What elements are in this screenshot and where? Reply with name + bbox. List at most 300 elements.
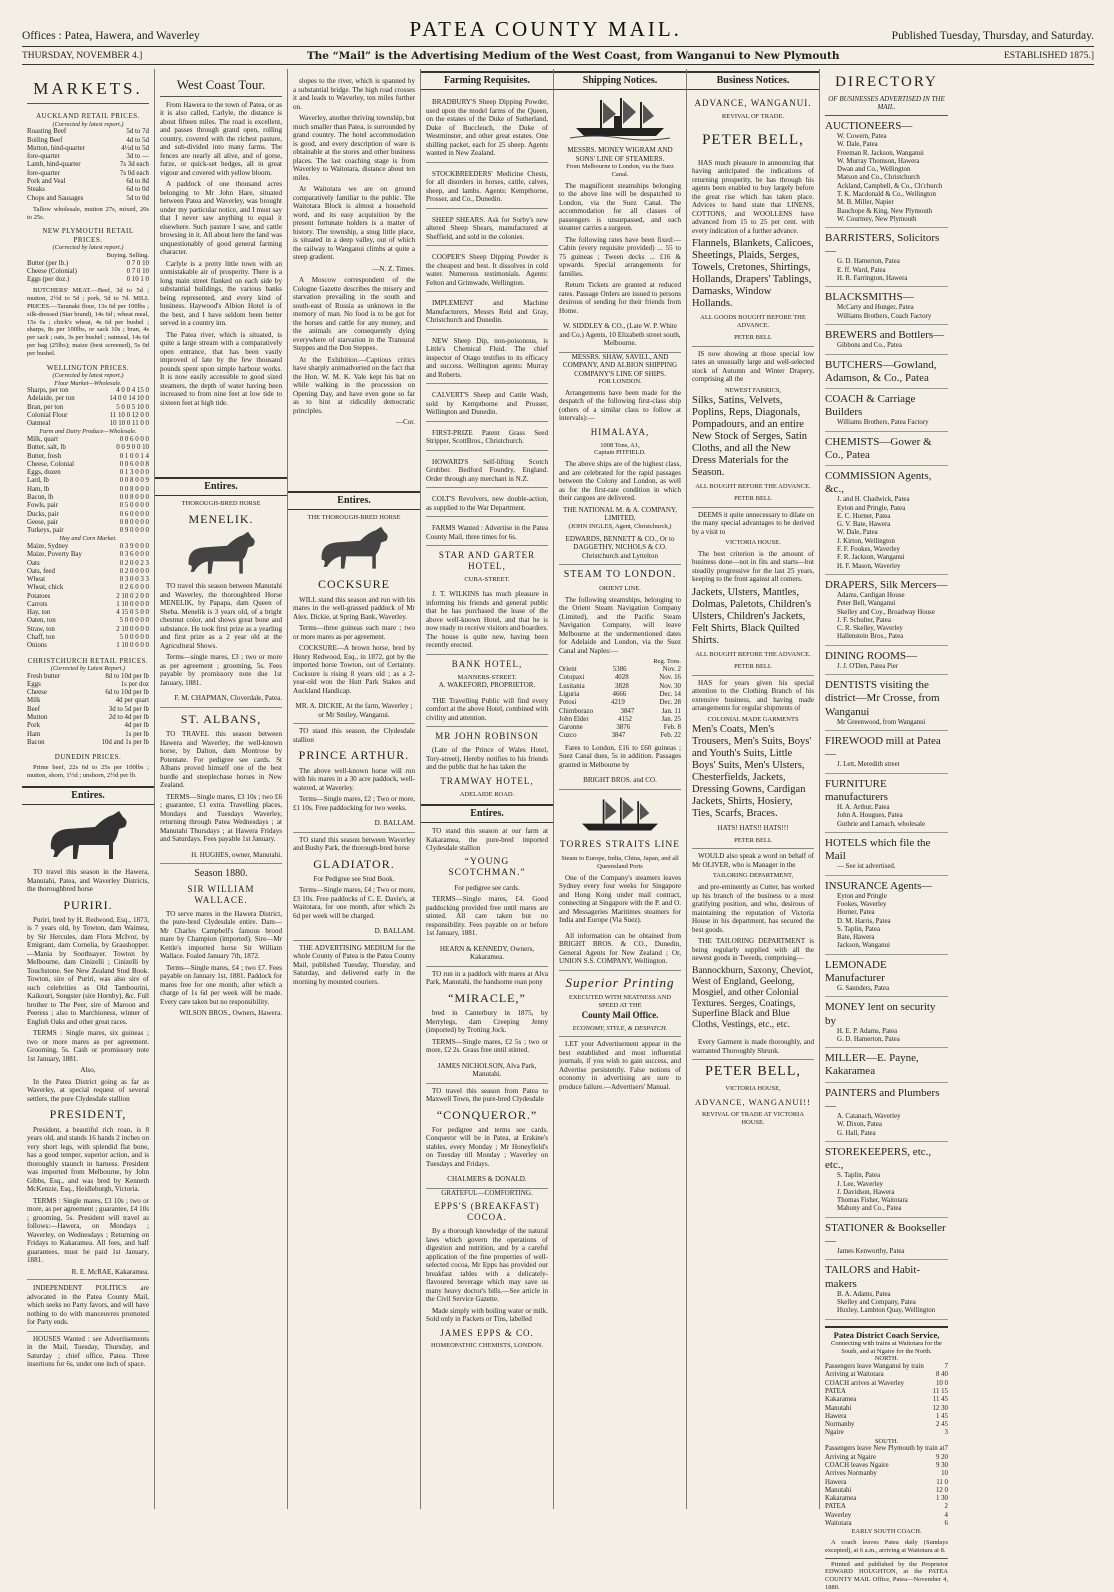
bell-body: HAS much pleasure in announcing that having anticipated the indications of returning prosperity, he has through his agents been enabled to buy largely before the great rise which has taken place. Advices to hand state that LINENS, COTTONS, and WOOLLENS have advanced from 15 to 25 per cent. with every indication of a further advance. [692, 158, 814, 235]
directory-entry: Horner, Patea [837, 909, 875, 917]
directory-entry: Skelley and Coy., Broadway House [837, 608, 935, 616]
hats: HATS! HATS!! HATS!!! [717, 824, 789, 833]
price-row: Fresh butter 8d to 10d per lb [27, 672, 149, 680]
cocksure-terms: Terms—three guineas each mare ; two or more mares as per agreement. [293, 624, 415, 641]
wigram-body: The magnificent steamships belonging to the above line will be despatched to London, via the Suez Canal. The accommodation for all classes of passengers is unsurpassed, and each steamer carries a surgeon. [559, 181, 681, 233]
mcrae-sign: R. E. McRAE, Kakaramea. [71, 1267, 149, 1276]
directory-entry: J. Davidson, Hawera [837, 1188, 895, 1196]
directory-entry: Williams Brothers, Patea Factory [837, 419, 929, 427]
price-row: Butter, salt, lb 0 0 9 0 0 10 [27, 444, 149, 452]
directory-title: DIRECTORY [835, 74, 938, 90]
would-speak: WOULD also speak a word on behalf of Mr OLIVER, who is Manager in the [692, 852, 814, 869]
horse-illustration-icon [304, 525, 404, 573]
gladiator-name: GLADIATOR. [313, 856, 395, 871]
price-row: Maize, Poverty Bay 0 3 6 0 0 0 [27, 551, 149, 559]
arthur-name: PRINCE ARTHUR. [298, 748, 410, 763]
price-row: Adelaide, per ton 14 0 0 14 10 0 [27, 395, 149, 403]
revival-2: REVIVAL OF TRADE AT VICTORIA HOUSE. [701, 1111, 805, 1126]
dun-head: DUNEDIN PRICES. [54, 753, 122, 762]
coach-row: Passengers leave New Plymouth by train at 7 [825, 1445, 948, 1453]
directory-entry: G. Hall, Patea [837, 1129, 876, 1137]
cor-sign: —Cor. [395, 418, 415, 426]
column-business [687, 69, 820, 1509]
every-garment: Every Garment is made thoroughly, and warranted Thoroughly Shrunk. [692, 1034, 814, 1060]
directory-heading: MILLER—E. Payne, Kakaramea [825, 1052, 919, 1078]
directory-entry: J. and H. Chadwick, Patea [837, 496, 910, 504]
price-row: Straw, ton 2 10 0 0 0 0 [27, 625, 149, 633]
directory-entry: B. A. Adams, Patea [837, 1290, 891, 1298]
coach-row: PATEA 2 [825, 1503, 948, 1511]
directory-heading: STOREKEEPERS, etc., etc., [825, 1145, 932, 1172]
column-tour [155, 69, 288, 1509]
directory-entry: F. R. Jackson, Wanganui [837, 554, 905, 562]
deems: DEEMS it quite unnecessary to dilate on the many special advantages to be derived by a visit to [692, 510, 814, 536]
directory-entry: H. E. P. Adams, Patea [837, 1027, 898, 1035]
president-body: President, a beautiful rich roan, is 8 years old, and stands 16 hands 2 inches on very short legs, with splendid flat bone, has a good temper, superior action, and is thoroughly staunch in harness. President was imported from Melbourne, by John Gibbs, Esq., and was bred by Kenneth McKenzie, Esq., Heidleburgh, Victoria. [27, 1125, 149, 1194]
ballam-sign: D. BALLAM. [293, 815, 415, 833]
tour-p1: From Hawera to the town of Patea, or as it is also called, Carlyle, the distance is about fifteen miles. The road is excellent, and passes through grand open, rolling country, covered with the richest pasture, and sub-divided into many farms. The fences are nearly all alive, and of gorse, furze, or quick-set hedges, all in great vigour and covered with yellow bloom. [160, 100, 282, 177]
price-row: Boiling Beef 4d to 5d [27, 136, 149, 144]
scotchman-terms: TERMS—Single mares, £4. Good paddocking provided free until mares are stinted. All care taken but no responsibility. Fees payable on or before 1st January, 1881. [426, 895, 548, 938]
wigram-fares: The following rates have been fixed:— Cabin (every requisite provided) ... 55 to 75 guineas ; Tween decks ... £16 & upwards. Special arrangements for families. [559, 235, 681, 278]
sup-sub: EXECUTED WITH NEATNESS AND SPEED AT THE [568, 994, 672, 1010]
president-name: PRESIDENT, [49, 1107, 127, 1122]
gladiator-terms: Terms—Single mares, £4 ; Two or more, £3 10s. Free paddocks of C. E. Davie's, at Waitotara, for one month, after which 2s 6d per week will be charged. [293, 886, 415, 920]
wallace-terms: Terms—Single mares, £4 ; two £7. Fees payable on January 1st, 1881. Paddock for mares free for one month, after which a charge of 1s 6d per week will be made. Every care taken but no responsibility. [160, 963, 282, 1006]
ship-row: Garonne 3876 Feb. 8 [559, 724, 681, 732]
conqueror-name: “CONQUEROR.” [436, 1107, 538, 1122]
directory-entry: Huxley, Lambton Quay, Wellington [837, 1307, 936, 1315]
bought-1: ALL GOODS BOUGHT BEFORE THE ADVANCE. [700, 314, 806, 330]
np-head: NEW PLYMOUTH RETAIL PRICES. [42, 227, 134, 244]
directory-entry: E. ff. Ward, Patea [837, 266, 886, 274]
ship-row: Cuzco 3847 Feb. 22 [559, 732, 681, 740]
also2: In the Patea District going as far as Waverley, at special request of several settlers, the pure Clydesdale stallion [27, 1077, 149, 1103]
directory-heading: MONEY lent on security by [825, 1001, 936, 1027]
price-row: Milk, quart 0 0 6 0 0 0 [27, 436, 149, 444]
directory-entry: M. B. Miller, Napier [837, 199, 894, 207]
sup-office: County Mail Office. [581, 1009, 659, 1020]
wallace-body: TO serve mares in the Hawera District, the pure-bred Clydesdale entire. Dam—Mr Charles Campbell's famous brood mare by Champion (imported). Sire—Mr Kettle's imported horse Sir William Wallace. Foaled January 7th, 1872. [160, 909, 282, 961]
directory-entry: A. Catanach, Waverley [837, 1113, 901, 1121]
victoria-house: VICTORIA HOUSE. [725, 539, 781, 547]
ship-row: Cotopaxi 4028 Nov. 16 [559, 674, 681, 682]
price-row: Carrots 1 10 0 0 0 0 [27, 600, 149, 608]
directory-entry: J. Lee, Waverley [837, 1180, 883, 1188]
menelik-terms: Terms—single mares, £3 ; two or more as per agreement ; grooming, 5s. Fees payable by promissory note due 1st January, 1881. [160, 653, 282, 687]
directory-entry: S. Taplin, Patea [837, 925, 881, 933]
tagline: The “Mail” is the Advertising Medium of the West Coast, from Wanganui to New Plymouth [306, 49, 840, 62]
directory-heading: TAILORS and Habit-makers [825, 1264, 921, 1290]
tour-p3: Carlyle is a pretty little town with an unmistakable air of prosperity. There is a long main street flanked on each side by substantial buildings, the various banks being represented, and every kind of business. Haywood's Albion Hotel is of the best, and I have seldom been better served in a country inn. [160, 259, 282, 328]
directory-heading: BUTCHERS—Gowland, Adamson, & Co., Patea [825, 358, 937, 384]
coach-row: PATEA 11 15 [825, 1387, 948, 1395]
cocksure-small: THE THOROUGH-BRED HORSE [307, 513, 401, 521]
shaw-savill: MESSRS. SHAW, SAVILL, AND COMPANY, AND ALBION SHIPPING COMPANY'S LINE OF SHIPS. [562, 352, 678, 378]
directory-entry: Dwan and Co., Wellington [837, 166, 911, 174]
directory-entry: Eyton and Pringle, Patea [837, 504, 906, 512]
directory-heading: DENTISTS visiting the district—Mr Crosse, from Wanganui [825, 679, 940, 718]
cocksure-name: COCKSURE [317, 577, 390, 592]
orient-table [559, 666, 681, 741]
puriri-terms: TERMS : Single mares, six guineas ; two or more mares as per agreement. Grooming, 5s. Cash or promissory note 1st January, 1881. [27, 1029, 149, 1063]
directory-entry: Thomas Fisher, Waitotara [837, 1197, 908, 1205]
directory-entry: W. Murray Thomson, Hawera [837, 157, 920, 165]
price-row: Steaks 6d to 0d [27, 186, 149, 194]
siddley-agent: W. SIDDLEY & CO., (Late W. P. White and Co.) Agents, 10 Elizabeth street south, Melbourne. [559, 318, 681, 353]
early: EARLY SOUTH COACH. [851, 1528, 922, 1536]
tour2-p3: At Waitotara we are on ground comparatively familiar to the public. The Waitotara Block is almost a household word, and its easy acquisition by the present fortunate holders is a matter of history. The township, a snug little place, is situated in a deep valley, out of which the railway to Wanganui climbs at quite a steep gradient. [293, 185, 415, 261]
scotchman-name: “YOUNG SCOTCHMAN.” [448, 856, 526, 879]
dateline [22, 47, 1094, 65]
wigram-fares2: Return Tickets are granted at reduced rates. Passage Orders are issued to persons desirous of sending for their friends from Home. [559, 281, 681, 315]
directory-heading: STATIONER & Bookseller— [825, 1221, 946, 1247]
directory-entry: Matson and Co., Christchurch [837, 174, 920, 182]
directory-entry: J. J. O'Den, Patea Pier [837, 662, 899, 670]
price-row: Ham 1s per lb [27, 730, 149, 738]
price-row: Onions 1 10 0 0 0 0 [27, 642, 149, 650]
tour2-p4: A Moscow correspondent of the Cologne Gazette describes the misery and starvation prevailing in the south and south-east of Russia as unknown in the memory of man. No food is to be got for the horses and cattle for any money, and the animals are consequently dying everywhere of starvation in the Transural Steppes and the Don Steppes. [293, 276, 415, 352]
farming-ad: IMPLEMENT and Machine Manufacturers, Messrs Reid and Gray, Christchurch and Dunedin. [426, 295, 548, 330]
miracle-terms: TERMS—Single mares, £2 5s ; two or more, £2 2s. Grass free until stinted. [426, 1037, 548, 1055]
auckland-sub: (Corrected by latest report.) [52, 120, 124, 128]
torres-sub: Steam to Europe, India, China, Japan, and all Queensland Ports [561, 855, 679, 870]
coach-row: Waitotara 6 [825, 1519, 948, 1527]
tailor2: THE TAILORING DEPARTMENT is being regularly supplied with all the newest goods in Tweeds, comprising— [692, 937, 814, 963]
directory-heading: PAINTERS and Plumbers— [825, 1086, 940, 1112]
wel-farm: Farm and Dairy Produce—Wholesale. [39, 428, 137, 436]
stalbans-terms: TERMS—Single mares, £3 10s ; two £6 ; guarantee, £1 extra. Travelling places, Mondays and Tuesdays Waverley, returning through Patea Wednesdays ; at Manutahi Thursdays ; at Hawera Fridays and Saturdays. Fees payable 1st January. [160, 792, 282, 844]
directory-entry: G. Saunders, Patea [837, 985, 890, 993]
directory-entry: T. K. Macdonald & Co., Wellington [837, 190, 936, 198]
directory-entry: W. Dixon, Patea [837, 1121, 882, 1129]
nma: THE NATIONAL M. & A. COMPANY, LIMITED, [562, 505, 678, 523]
ship-row: Potosi 4219 Dec. 28 [559, 699, 681, 707]
goods-tweeds: Bannockburn, Saxony, Cheviot, West of England, Geelong, Mosgiel, and other Colonial Textures. Serges, Coatings, Superfine Black and Blue Cloths, Vestings, etc., etc. [692, 965, 814, 1031]
coach-row: Kakaramea 1 30 [825, 1495, 948, 1503]
established: ESTABLISHED 1875.] [1003, 50, 1094, 61]
horse-illustration-icon [171, 530, 271, 578]
price-row: fore-quarter 3d to — [27, 153, 149, 161]
shaw-body: Arrangements have been made for the despatch of the following first-class ship (others of a similar class to follow at intervals):— [559, 388, 681, 423]
sup-tag: ECONOMY, STYLE, & DESPATCH. [559, 1021, 681, 1038]
column-markets [22, 69, 155, 1509]
entires-head-3: Entires. [288, 491, 420, 510]
directory-entry: Fookes, Waverley [837, 901, 887, 908]
price-row: Butter (per lb.) 0 7 0 10 [27, 259, 149, 267]
directory-entry: Ackland, Campbell, & Co., Ch'church [837, 182, 943, 190]
price-row: Oatmeal 10 10 0 11 0 0 [27, 420, 149, 428]
shaw-body2: The above ships are of the highest class, and are celebrated for the rapid passages between the Colony and London, as well as for the first-rate condition in which their cargoes are delivered. [559, 460, 681, 503]
directory-heading: COMMISSION Agents, &c., [825, 469, 932, 496]
coach-row: Arriving at Ngaire 9 20 [825, 1453, 948, 1461]
wigram-sub: From Melbourne to London, via the Suez Canal. [566, 163, 674, 178]
goods-silks: Silks, Satins, Velvets, Poplins, Reps, Diagonals, Pompadours, and an entire New Stock of Serges, Satin Cloths, and all the New Dress Materials for the Season. [692, 394, 808, 479]
price-row: Bran, per ton 5 0 0 5 10 0 [27, 403, 149, 411]
entires-head-2: Entires. [155, 477, 287, 496]
auckland-note: Tallow wholesale, mutton 27s, mixed, 20s to 25s. [27, 205, 149, 221]
directory-entry: — See ist advertised. [837, 863, 896, 871]
houses-wanted: HOUSES Wanted : see Advertisements in the Mail, Tuesday, Thursday, and Saturday ; chief office, Patea. Three insertions for 6s, under one inch of space. [27, 1334, 149, 1369]
directory-entry: Mr Greenwood, from Wanganui [837, 718, 926, 726]
directory-entry: Gibbons and Co., Patea [837, 342, 902, 350]
directory-sub: OF BUSINESSES ADVERTISED IN THE MAIL. [825, 95, 948, 116]
farming-ad: STOCKBREEDERS' Medicine Chests, for all disorders in horses, cattle, calves, sheep, and lambs. Agents: Kempthorne, Prosser, and Co., Dunedin. [426, 166, 548, 209]
directory-entry: Guthrie and Larnach, wholesale [837, 820, 926, 828]
chch-rows [27, 673, 149, 748]
ship-illustration-icon [570, 96, 670, 140]
directory-entry: W. Cowern, Patea [837, 132, 887, 140]
directory-entry: Skelley and Company, Patea [837, 1298, 916, 1306]
price-row: Eggs (per doz.) 0 10 1 0 [27, 276, 149, 284]
entires-head-4: Entires. [421, 804, 553, 823]
goods-flannels: Flannels, Blankets, Calicoes, Sheetings, Plaids, Serges, Towels, Cretones, Shirtings, Hollands, Drapers' Tablings, Damasks, Window Hollands. [692, 238, 814, 310]
season-head: Season 1880. [194, 868, 248, 880]
price-row: Cheese 6d to 10d per lb [27, 689, 149, 697]
independent-politics: INDEPENDENT POLITICS are advocated in the Patea County Mail, which seeks no Party favors, and will have nothing to do with manceuvres promoted for Party ends. [27, 1279, 149, 1332]
price-row: Cheese, Colonial 0 0 6 0 0 8 [27, 460, 149, 468]
price-row: Pork 4d per lb [27, 722, 149, 730]
tailor-body: and pre-eminently as Cutter, has worked up his branch of the business to a most gratifying position, and who, desirous of maintaining the reputation of Victoria House in his department, has secured the best goods. [692, 883, 814, 934]
scotchman-body: For pedigree see cards. [454, 883, 520, 892]
nztimes-sign: —N. Z. Times. [372, 264, 415, 273]
farming-head: Farming Requisites. [421, 71, 553, 90]
column-directory [820, 69, 953, 1592]
tramway-sub: ADELAIDE ROAD. [459, 790, 515, 798]
colonial-body: HAS for years given his special attention to the Clothing Branch of his extensive business, and having made arrangements for regular shipments of [692, 678, 814, 713]
himalaya: HIMALAYA, [590, 426, 650, 437]
ballam-sign-2: D. BALLAM. [293, 923, 415, 941]
advance-wanganui: ADVANCE, WANGANUI. [694, 98, 812, 108]
np-cols: Buying. Selling. [106, 251, 149, 259]
shipping-head: Shipping Notices. [554, 71, 686, 90]
price-row: Geese, pair 0 8 0 0 0 0 [27, 518, 149, 526]
colonial-made: COLONIAL MADE GARMENTS [707, 715, 799, 723]
epps-made: Made simply with boiling water or milk. Sold only in Packets or Tins, labelled [426, 1306, 548, 1324]
directory-heading: BREWERS and Bottlers— [825, 329, 945, 342]
hughes-sign: H. HUGHES, owner, Manutahi. [160, 847, 282, 865]
puriri-name: PURIRI. [63, 897, 113, 912]
price-row: Roasting Beef 5d to 7d [27, 128, 149, 136]
price-row: Maize, Sydney 0 3 9 0 0 0 [27, 542, 149, 550]
epps-sub: HOMEOPATHIC CHEMISTS, LONDON. [430, 1342, 544, 1350]
tour2-p1: slopes to the river, which is spanned by a substantial bridge. The high road crosses it and leads to Waverley, ten miles further on. [293, 77, 415, 111]
farming-ad: SHEEP SHEARS. Ask for Sorby's new altered Sheep Shears, manufactured at Sheffield, and sold in the colonies. [426, 212, 548, 247]
bright-bros: BRIGHT BROS. and CO. [559, 772, 681, 790]
puriri-intro: TO travel this season in the Hawera, Manutahi, Patea, and Waverley Districts, the thoroughbred horse [27, 868, 149, 894]
price-row: Mutton 2d to 4d per lb [27, 713, 149, 721]
gladiator-body: For Pedigree see Stud Book. [313, 874, 395, 883]
price-row: Oats 0 2 0 0 2 3 [27, 559, 149, 567]
coach-sub: Connecting with trains at Waitotara for the South, and at Ngaire for the North. [831, 1339, 942, 1355]
coach-row: Hawera 1 45 [825, 1412, 948, 1420]
directory-entry: G. D. Hamerton, Patea [837, 1036, 900, 1043]
date: THURSDAY, NOVEMBER 4.] [22, 50, 143, 61]
price-row: Sharps, per ton 4 0 0 4 15 0 [27, 387, 149, 395]
newest-fabrics: NEWEST FABRICS, [724, 386, 782, 394]
directory-entry: McCarty and Hunger, Patea [837, 304, 914, 312]
dickie-sign: MR. A. DICKIE, At the farm, Waverley ; or Mr Smiley, Wanganui. [293, 698, 415, 724]
directory-heading: BLACKSMITHS— [825, 291, 914, 304]
stalbans-name: ST. ALBANS, [180, 711, 262, 726]
horse-illustration-icon [33, 809, 143, 864]
wigram: MESSRS. MONEY WIGRAM AND SONS' LINE OF STEAMERS. [567, 146, 673, 163]
directory-entry: Eyton and Pringle [837, 892, 887, 900]
edwards: EDWARDS, BENNETT & CO., Or to DAGGETHY, NICHOLS & CO. Christchurch and Lyttelton [559, 531, 681, 566]
directory-entry: G. D. Hamerton, Patea [837, 258, 900, 266]
coach-row: Manutahi 12 30 [825, 1404, 948, 1412]
coach-row: Ngaire 3 [825, 1429, 948, 1437]
farming-ad: COLT'S Revolvers, new double-action, as supplied to the War Department. [426, 491, 548, 517]
scotchman-intro: TO stand this season at our farm at Kakaramea, the pure-bred imported Clydesdale stallion [426, 827, 548, 853]
directory-entry: C. R. Skelley, Waverley [837, 625, 903, 633]
nma-sub: (JOHN INGLES, Agent, Christchurch,) [568, 522, 672, 530]
directory-entry: Freeman R. Jackson, Wanganui [837, 149, 924, 157]
directory-entry: J. F. Schulter, Patea [837, 616, 891, 624]
markets-title: MARKETS. [27, 79, 149, 104]
chalmers-sign: CHALMERS & DONALD. [426, 1171, 548, 1189]
auckland-rows [27, 128, 149, 203]
price-row: Ham, lb 0 0 8 0 0 0 [27, 485, 149, 493]
bought-3: ALL BOUGHT BEFORE THE ADVANCE. [695, 651, 811, 659]
price-row: Butter, fresh 0 1 0 0 1 4 [27, 452, 149, 460]
price-row: Milk 4d per quart [27, 697, 149, 705]
farming-ad: CALVERT'S Sheep and Cattle Wash, sold by Kempthorne and Prosser, Wellington and Dunedin. [426, 387, 548, 422]
epps-sign: JAMES EPPS & CO. [440, 1327, 534, 1338]
menelik-small: THOROUGH-BRED HORSE [181, 500, 261, 508]
shaw-sub: FOR LONDON. [598, 378, 642, 386]
tramway: TRAMWAY HOTEL, [440, 775, 534, 786]
bell-sign-3: PETER BELL [692, 659, 814, 676]
bought-2: ALL BOUGHT BEFORE THE ADVANCE. [695, 483, 811, 491]
auckland-head: AUCKLAND RETAIL PRICES. [36, 112, 140, 121]
tour-p4: The Patea river, which is situated, is quite a large stream with a comparatively open entrance, that has been vastly improved of late by the few thousand pounds spent upon simple harbour works. It is now easily accessible to good sized steamers, the depth of water having been increased to from nine feet at low tide to sixteen feet at high tide. [160, 330, 282, 407]
coach-row: Hawera 11 0 [825, 1478, 948, 1486]
coach-row: COACH arrives at Waverley 10 0 [825, 1379, 948, 1387]
price-row: Hay, ton 4 15 0 5 0 0 [27, 609, 149, 617]
price-row: Colonial Flour 11 10 0 12 0 0 [27, 411, 149, 419]
farming-ad: FIRST-PRIZE Patent Grass Seed Stripper, ScottBros., Christchurch. [426, 425, 548, 451]
wallace-name: SIR WILLIAM WALLACE. [187, 884, 255, 905]
superior-printing: Superior Printing [565, 974, 675, 990]
directory-heading: FIREWOOD mill at Patea— [825, 735, 941, 761]
coach-south [825, 1445, 948, 1528]
price-row: Fowls, pair 0 5 0 0 0 0 [27, 502, 149, 510]
price-row: Beef 3d to 5d per lb [27, 705, 149, 713]
wilson-sign: WILSON BROS., Owners, Hawera. [179, 1009, 282, 1018]
nicholson-sign: JAMES NICHOLSON, Alva Park, Manutahi. [426, 1058, 548, 1084]
wel-hay-rows [27, 543, 149, 651]
coach-row: COACH leaves Ngaire 9 30 [825, 1462, 948, 1469]
ship-row: Liguria 4666 Dec. 14 [559, 691, 681, 699]
chch-sub: (Corrected by Latest Report.) [50, 665, 126, 672]
steam-body: The following steamships, belonging to the Orient Steam Navigation Company (Limited), and the Pacific Steam Navigation Company, will leave Melbourne at the undermentioned dates for Adelaide and London, via the Suez Canal and Naples:— [559, 595, 681, 655]
torres-more: All information can be obtained from BRIGHT BROS. & CO., Dunedin, General Agents for New Zealand ; Or, UNION S.S. COMPANY, Wellington. [559, 928, 681, 971]
gladiator-intro: TO stand this season between Waverley and Bushy Park, the thorough-bred horse [293, 835, 415, 853]
directory-entry: Bauchope & King, New Plymouth [837, 207, 933, 215]
tour-head: West Coast Tour. [160, 77, 282, 97]
directory-entry: Hallenstein Bros., Patea [837, 633, 904, 641]
price-row: Bacon, lb 0 0 8 0 0 0 [27, 494, 149, 501]
directory-heading: DINING ROOMS— [825, 649, 917, 662]
column-farming [421, 69, 554, 1509]
goods-coats: Men's Coats, Men's Trousers, Men's Suits, Boys' and Youth's Suits, Little Boys' Suits, Men's Ulsters, Chesterfields, Jackets, Dressing Gowns, Cardigan Jackets, Shirts, Hosiery, Ties, Scarfs, Braces. [692, 723, 812, 820]
wel-hay: Hay and Corn Market. [59, 535, 117, 543]
directory-entry: H. A. Arthur, Patea [837, 804, 890, 812]
conqueror-intro: TO travel this season from Patea to Maxwell Town, the pure-bred Clydesdale [426, 1086, 548, 1104]
farming-ad: NEW Sheep Dip, non-poisonous, is Little's Chemical Fluid. The chief inspector of Otago testifies to its efficacy and success. Wellington agents: Murray and Roberts. [426, 333, 548, 385]
vh-body: The best criterion is the amount of business done—not in fits and starts—but steadily progressive for the last 25 years, keeping to the front against all comers. [692, 549, 814, 584]
price-row: Pork and Veal 6d to 8d [27, 178, 149, 186]
newspaper-title: PATEA COUNTY MAIL. [409, 17, 682, 41]
peter-bell: PETER BELL, [702, 131, 804, 148]
bank-sub: MANNERS-STREET. [457, 673, 517, 681]
published: Published Tuesday, Thursday, and Saturday. [891, 30, 1094, 42]
ship-row: Chimborazo 3847 Jan. 11 [559, 707, 681, 715]
farming-ad: HOWARD'S Self-lifting Scotch Grubber. Bedford Foundry, England. Order through any merchant in N.Z. [426, 454, 548, 489]
directory-entry: Mahony and Co., Patea [837, 1205, 902, 1213]
ship-row: Lusitania 3828 Nov. 30 [559, 682, 681, 690]
price-row: Ducks, pair 0 6 0 0 0 0 [27, 510, 149, 518]
price-row: Bacon 10d and 1s per lb [27, 738, 149, 746]
bank-txt: THE Travelling Public will find every comfort at the above Hotel, combined with civility and attention. [426, 693, 548, 728]
bank-hotel: BANK HOTEL, [451, 658, 523, 669]
bell-sign-2: PETER BELL [692, 491, 814, 508]
epps-head: GRATEFUL—COMFORTING. [441, 1188, 533, 1197]
np-rows [27, 260, 149, 285]
printed-by: Printed and published by the Proprietor EDWARD HOUGHTON, at the PATEA COUNTY MAIL Office, Patea—November 4, 1880. [825, 1558, 948, 1592]
peter-bell-2: PETER BELL, [705, 1064, 801, 1080]
directory-entry: W. Dale, Patea [837, 141, 878, 149]
farming-ads [426, 94, 548, 546]
president-terms: TERMS : Single mares, £3 10s ; two or more, as per agreement ; guarantee, £4 10s ; grooming, 5s. President will travel as follows:—Hawera, on Mondays ; Waverley, on Wednesdays ; Returning on Fridays to Kakaramea. All fees, and half guarantees, must be paid 1st January, 1881. [27, 1196, 149, 1265]
directory-heading: LEMONADE Manufacturer [825, 958, 887, 984]
farming-ad: COOPER'S Sheep Dipping Powder is the cheapest and best. It dissolves in cold water. Numerous testimonials. Agents: Felton and Grimwade, Wellington. [426, 249, 548, 292]
torres-body: One of the Company's steamers leaves Sydney every four weeks for Singapore and Hong Kong under mail contract, connecting at Singapore with the P. and O. and Messageries Maritimes steamers for India and Europe (Via Suez). [559, 873, 681, 925]
price-row: Cheese (Colonial) 0 7 0 10 [27, 267, 149, 275]
also: Also, [80, 1066, 96, 1075]
coach-row: Normanby 2 45 [825, 1421, 948, 1429]
directory-heading: COACH & Carriage Builders [825, 392, 916, 419]
directory-list [825, 120, 948, 1320]
price-row: Oats, feed 0 2 0 0 0 0 [27, 567, 149, 575]
price-row: Lamb, hind-quarter 7s 3d each [27, 161, 149, 169]
directory-entry: F. F. Fookes, Waverley [837, 545, 900, 553]
menelik-body: TO travel this season between Manutahi and Waverley, the thoroughbred Horse MENELIK, by Papapa, dam Queen of Sheba. Menelik is 3 years old, of a bright chestnut color, and shows great bone and substance. He took first prize as a yearling and first prize as a 2 year old at the Agricultural Shows. [160, 582, 282, 650]
chch-head: CHRISTCHURCH RETAIL PRICES. [27, 656, 149, 665]
north: NORTH. [874, 1355, 899, 1363]
revival: REVIVAL OF TRADE. [721, 112, 785, 120]
conqueror-body: For pedigree and terms see cards. Conqueror will be in Patea, at Erskine's stables, every Monday ; Mr Honeyfield's on Tuesday till Monday ; Waverley on Tuesdays and Fridays. [426, 1125, 548, 1168]
directory-entry: S. Taplin, Patea [837, 1172, 881, 1180]
let-advert: LET your Advertisement appear in the best established and most influential journals, if you wish to gain success, and Advertise persistently. False notions of economy in advertising are sure to produce failure.—Advertisers' Manual. [559, 1040, 681, 1091]
price-row: Eggs, dozen 0 1 3 0 0 0 [27, 469, 149, 477]
price-row: Wheat 0 3 0 0 3 3 [27, 576, 149, 584]
arthur-body: The above well-known horse will run with his mares in a 30 acre paddock, well-watered, at Waverley. [293, 766, 415, 792]
np-sub: (Corrected by latest report.) [52, 244, 124, 252]
wel-rows [27, 387, 149, 428]
miracle-body: bred in Canterbury in 1875, by Merrylegs, dam Creeping Jenny (imported) by Trotting Jock. [426, 1009, 548, 1035]
directory-entry: James Kenworthy, Patea [837, 1248, 905, 1256]
price-row: Mutton, hind-quarter 4½d to 5d [27, 144, 149, 152]
directory-heading: BARRISTERS, Solicitors— [825, 232, 940, 258]
himalaya-sub: 1008 Tons, A1, [600, 441, 640, 449]
directory-heading: CHEMISTS—Gower & Co., Patea [825, 435, 932, 461]
coach-row: Waverley 4 [825, 1511, 948, 1519]
torres: TORRES STRAITS LINE [559, 839, 681, 850]
price-row: Turkeys, pair 0 9 0 0 0 0 [27, 527, 149, 535]
directory-entry: Jackson, Wanganui [837, 942, 890, 950]
